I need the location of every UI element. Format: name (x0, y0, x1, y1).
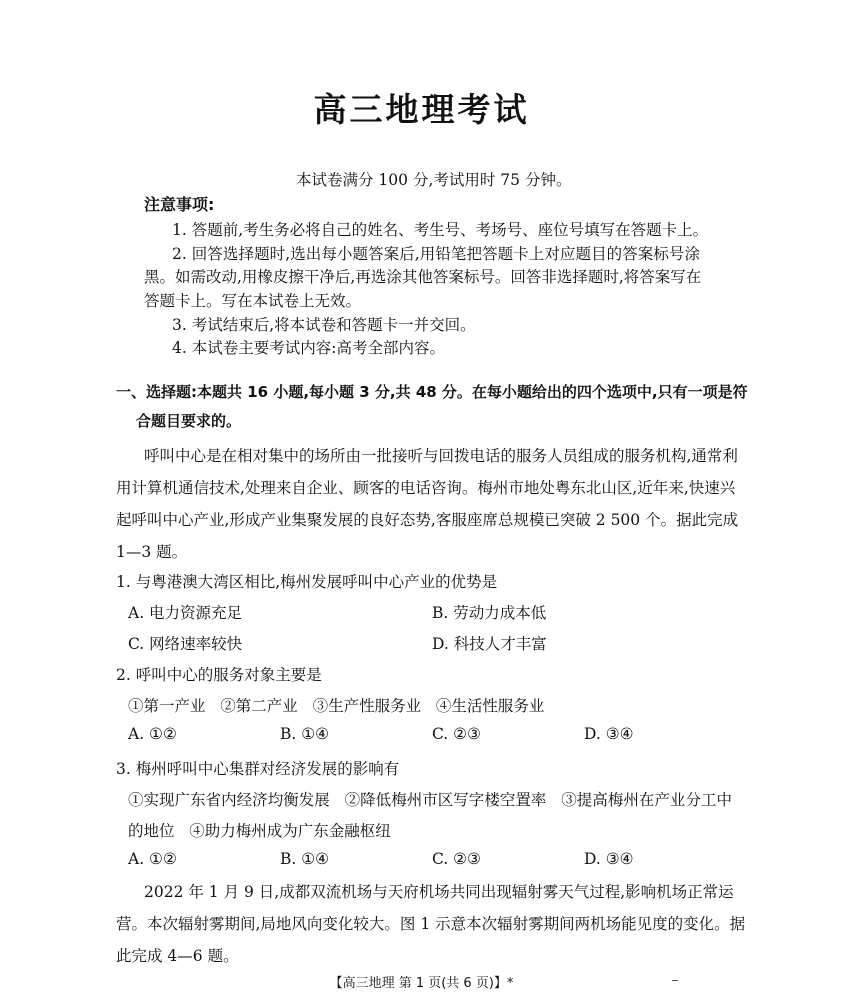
section-heading-line-2: 合题目要求的。 (136, 412, 242, 430)
question-3-option-a: A. ①② (128, 850, 177, 868)
notice-item-2-line-1: 2. 回答选择题时,选出每小题答案后,用铅笔把答题卡上对应题目的答案标号涂 (172, 245, 700, 263)
notice-item-1: 1. 答题前,考生务必将自己的姓名、考生号、考场号、座位号填写在答题卡上。 (172, 221, 709, 239)
passage-2-line-1: 2022 年 1 月 9 日,成都双流机场与天府机场共同出现辐射雾天气过程,影响机场正常运 (144, 883, 734, 901)
passage-1-line-3: 起呼叫中心产业,形成产业集聚发展的良好态势,客服座席总规模已突破 2 500 个。据此完成 (116, 511, 739, 529)
notice-item-3: 3. 考试结束后,将本试卷和答题卡一并交回。 (172, 316, 476, 334)
notice-item-4: 4. 本试卷主要考试内容:高考全部内容。 (172, 339, 445, 357)
question-2-stem: 2. 呼叫中心的服务对象主要是 (116, 666, 322, 684)
question-3-stem: 3. 梅州呼叫中心集群对经济发展的影响有 (116, 760, 400, 778)
question-2-option-a: A. ①② (128, 725, 177, 743)
question-3-items-line-1: ①实现广东省内经济均衡发展 ②降低梅州市区写字楼空置率 ③提高梅州在产业分工中 (128, 791, 732, 809)
question-3-option-d: D. ③④ (584, 850, 634, 868)
question-1-option-c: C. 网络速率较快 (128, 635, 243, 653)
question-1-stem: 1. 与粤港澳大湾区相比,梅州发展呼叫中心产业的优势是 (116, 573, 498, 591)
question-2-option-b: B. ①④ (280, 725, 330, 743)
question-2-items: ①第一产业 ②第二产业 ③生产性服务业 ④生活性服务业 (128, 697, 545, 715)
question-1-option-a: A. 电力资源充足 (128, 604, 243, 622)
passage-1-line-1: 呼叫中心是在相对集中的场所由一批接听与回拨电话的服务人员组成的服务机构,通常利 (144, 447, 738, 465)
passage-1-line-2: 用计算机通信技术,处理来自企业、顾客的电话咨询。梅州市地处粤东北山区,近年来,快速兴 (116, 479, 736, 497)
question-1-option-b: B. 劳动力成本低 (432, 604, 547, 622)
footer-mark (672, 980, 678, 981)
notice-item-2-line-3: 答题卡上。写在本试卷上无效。 (144, 292, 362, 310)
question-3-option-c: C. ②③ (432, 850, 481, 868)
notice-item-2-line-2: 黑。如需改动,用橡皮擦干净后,再选涂其他答案标号。回答非选择题时,将答案写在 (144, 268, 702, 286)
exam-intro: 本试卷满分 100 分,考试用时 75 分钟。 (296, 171, 572, 189)
passage-1-line-4: 1—3 题。 (116, 543, 188, 561)
question-1-option-d: D. 科技人才丰富 (432, 635, 547, 653)
question-2-option-c: C. ②③ (432, 725, 481, 743)
page-title: 高三地理考试 (313, 90, 530, 129)
question-3-items-line-2: 的地位 ④助力梅州成为广东金融枢纽 (128, 822, 391, 840)
passage-2-line-3: 此完成 4—6 题。 (116, 947, 239, 965)
section-heading-line-1: 一、选择题:本题共 16 小题,每小题 3 分,共 48 分。在每小题给出的四个选项中,只有一项是符 (116, 383, 748, 401)
passage-2-line-2: 营。本次辐射雾期间,局地风向变化较大。图 1 示意本次辐射雾期间两机场能见度的变化。据 (116, 915, 746, 933)
question-3-option-b: B. ①④ (280, 850, 330, 868)
page-footer: 【高三地理 第 1 页(共 6 页)】* (329, 976, 514, 991)
notice-heading: 注意事项: (144, 195, 215, 214)
question-2-option-d: D. ③④ (584, 725, 634, 743)
